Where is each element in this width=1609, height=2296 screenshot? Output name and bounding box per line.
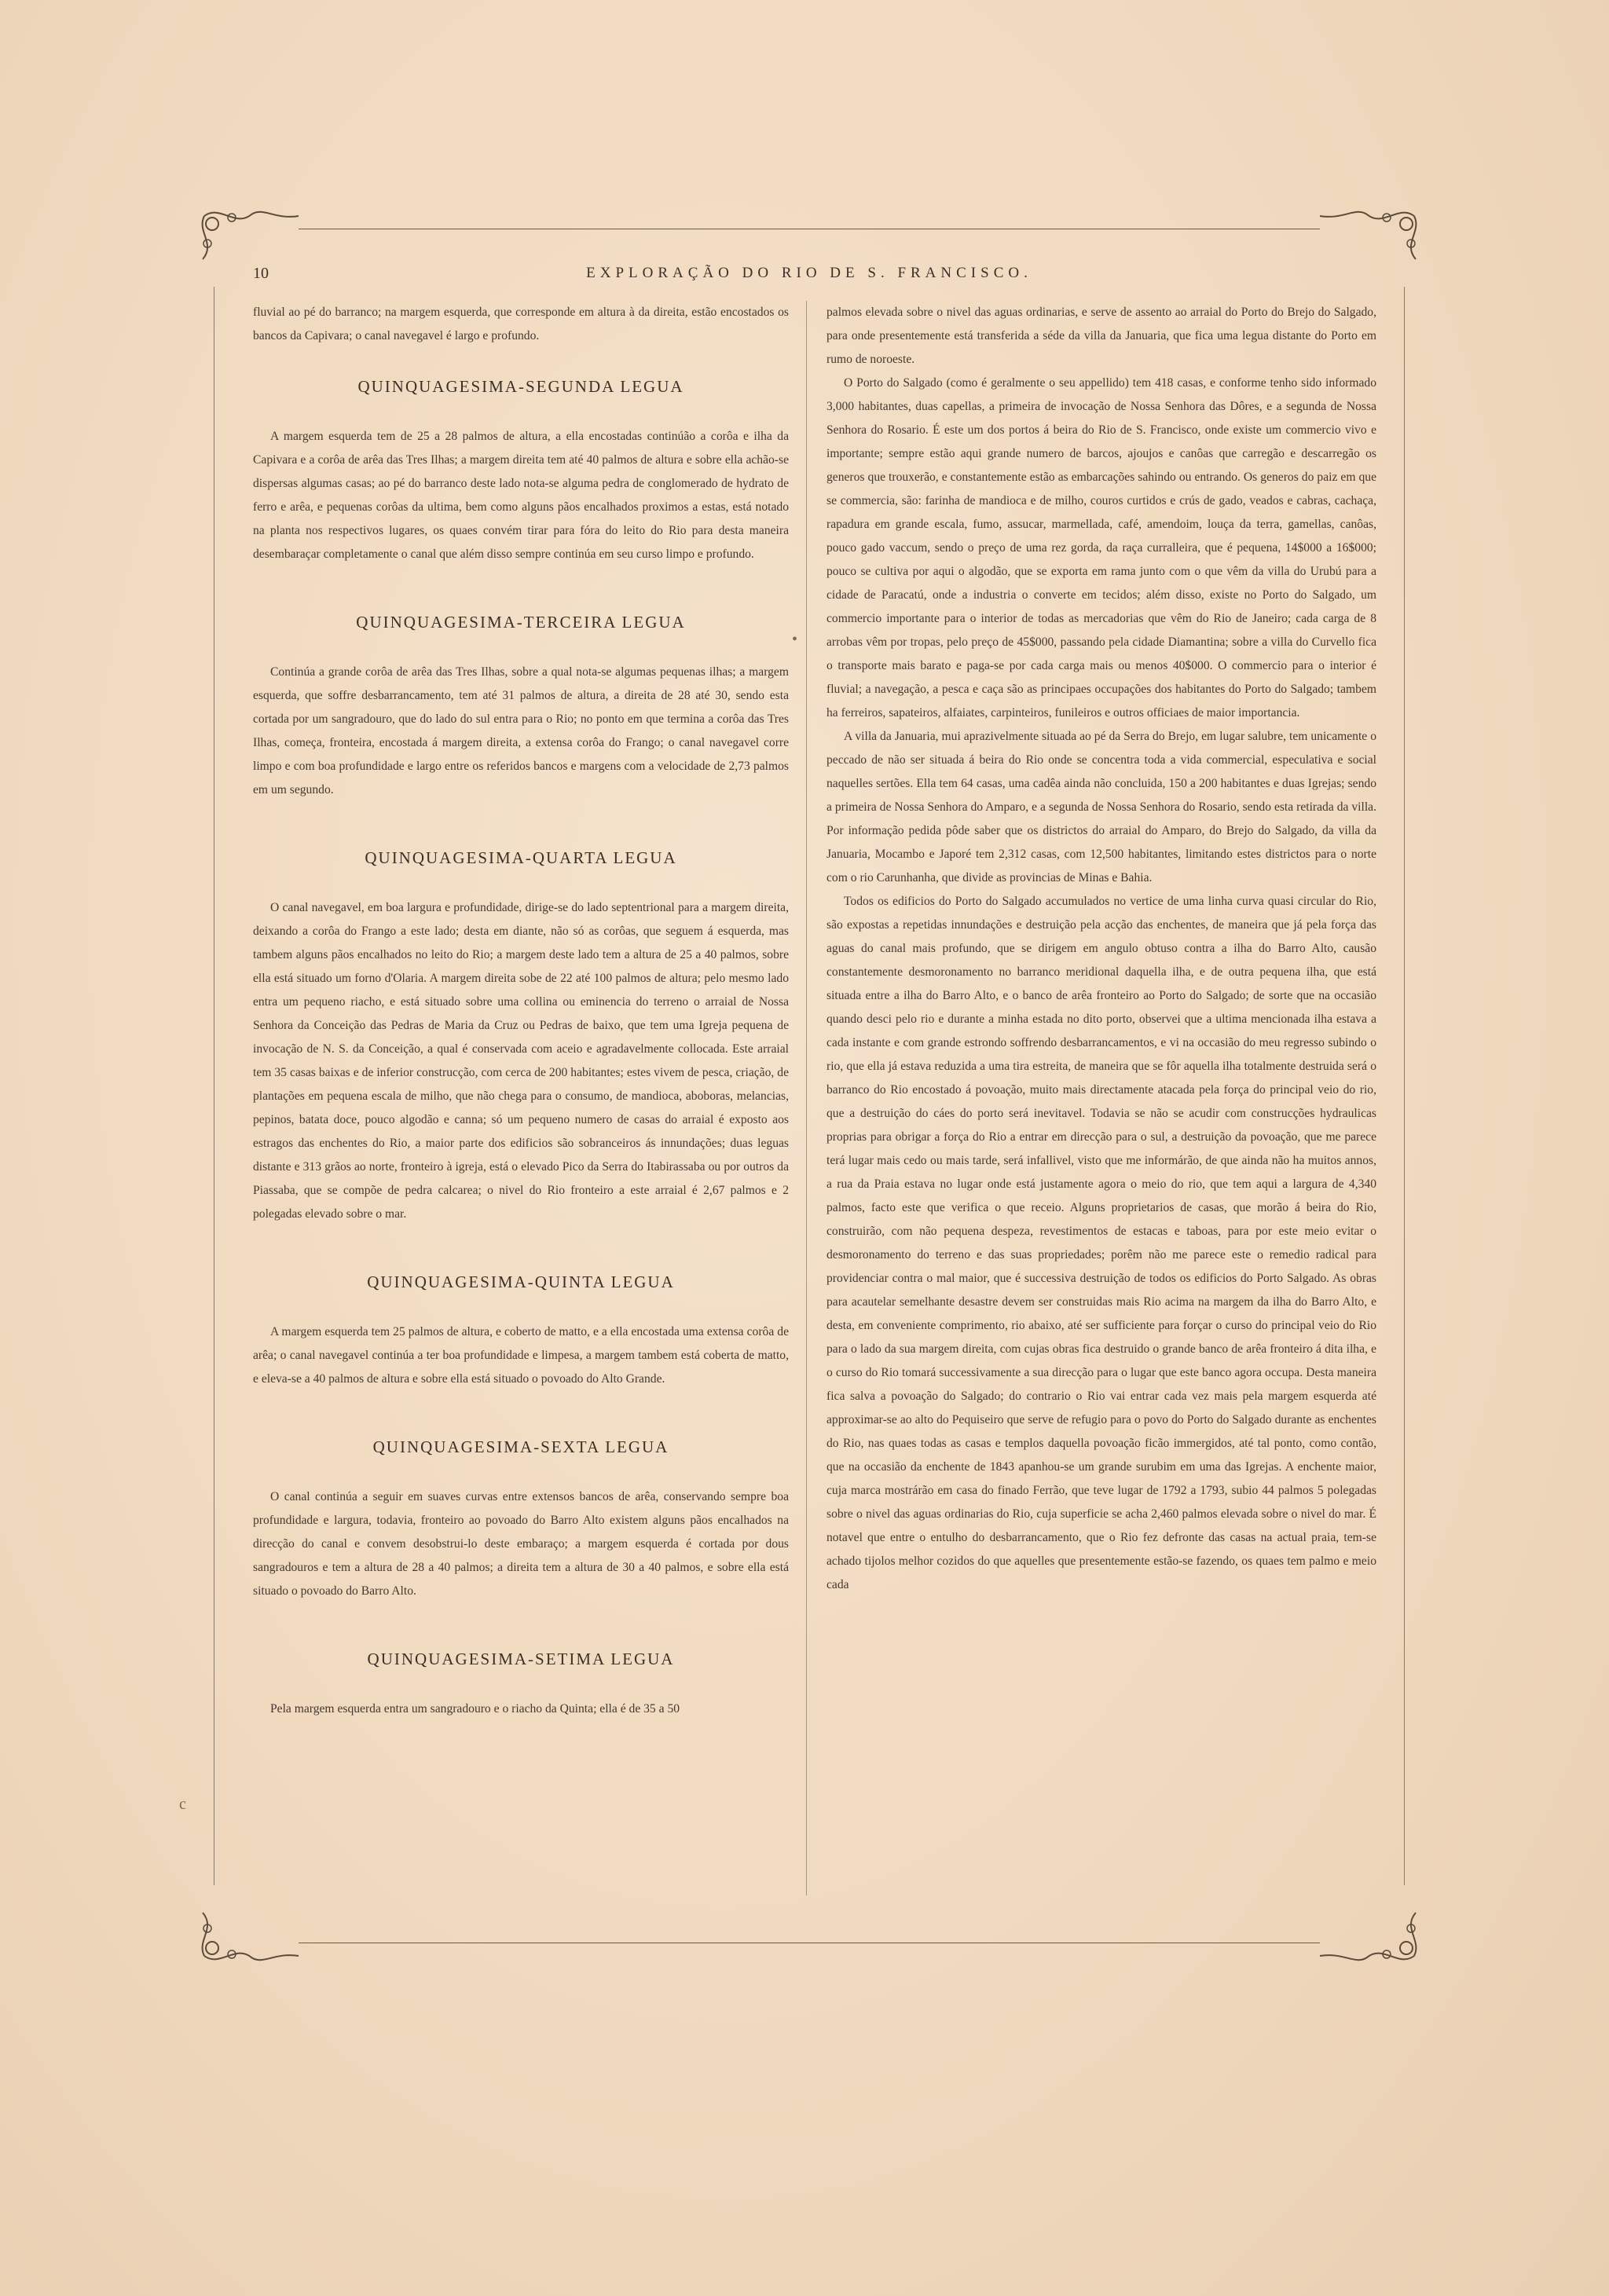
margin-bullet: • xyxy=(792,631,798,648)
right-rule xyxy=(1404,287,1405,1885)
section-heading: QUINQUAGESIMA-QUINTA LEGUA xyxy=(367,1273,675,1291)
section-paragraph: A margem esquerda tem de 25 a 28 palmos de altura, a ella encostadas continúão a corôa e ilha da Capivara e a corôa de arêa das Tres Ilhas; a margem direita tem até 40 palmos de altura e sobre ella achão-se dispersas algumas casas; ao pé do barranco deste lado nota-se alguma pedra de conglomerado de hydrato de ferro e arêa, e pequenas corôas da ultima, bem como alguns pãos encalhados proximos a estas, está notado na planta nos respectivos lugares, os quaes convém tirar para fóra do leito do Rio para desta maneira desembaraçar completamente o canal que além disso sempre continúa em seu curso limpo e profundo. xyxy=(253,430,789,561)
section-heading: QUINQUAGESIMA-TERCEIRA LEGUA xyxy=(356,613,686,632)
right-column xyxy=(826,301,1376,1597)
body-paragraph: O Porto do Salgado (como é geralmente o seu appellido) tem 418 casas, e conforme tenho sido informado 3,000 habitantes, duas capellas, a primeira de invocação de Nossa Senhora das Dôres, e a segunda de Nossa Senhora do Rosario. É este um dos portos á beira do Rio de S. Francisco, onde existe um commercio vivo e importante; sempre estão aqui grande numero de barcos, ajoujos e canôas que carregão e descarregão os generos que trouxerão, e constantemente estão as embarcações sahindo ou entrando. Os generos do paiz em que se commercia, são: farinha de mandioca e de milho, couros curtidos e crús de gado, veados e cabras, cachaça, rapadura em grande escala, fumo, assucar, marmellada, café, amendoim, louça da terra, gamellas, canôas, pouco gado vaccum, sendo o preço de uma rez gorda, da raça curralleira, que é pequena, 14$000 a 16$000; pouco se cultiva por aqui o algodão, que se exporta em rama junto com o que vêm da villa do Urubú para a cidade de Paracatú, onde a industria o converte em tecidos; além disso, existe no Porto do Salgado, um commercio importante para o interior de todas as mercadorias que vêm do Rio de Janeiro; cada carga de 8 arrobas vêm por tropas, pelo preço de 45$000, passando pela cidade Diamantina; sobre a villa do Curvello fica o transporte mais barato e paga-se por cada carga mais ou menos 40$000. O commercio para o interior é fluvial; a navegação, a pesca e caça são as principaes occupações dos habitantes do Porto do Salgado; tambem ha ferreiros, sapateiros, alfaiates, carpinteiros, funileiros e outros officiaes de maior importancia. xyxy=(826,376,1376,720)
section-paragraph: O canal continúa a seguir em suaves curvas entre extensos bancos de arêa, conservando sempre boa profundidade e largura, todavia, fronteiro ao povoado do Barro Alto existem alguns pãos encalhados na direcção do canal e convem desobstrui-lo deste embaraço; a margem esquerda é cortada por dous sangradouros e tem a altura de 28 a 40 palmos; a direita tem a altura de 30 a 40 palmos, e sobre ella está situado o povoado do Barro Alto. xyxy=(253,1490,789,1598)
margin-mark: c xyxy=(179,1796,186,1813)
left-column xyxy=(253,301,789,1721)
section-paragraph: Pela margem esquerda entra um sangradouro e o riacho da Quinta; ella é de 35 a 50 xyxy=(270,1702,680,1716)
section-paragraph: Continúa a grande corôa de arêa das Tres Ilhas, sobre a qual nota-se algumas pequenas ilhas; a margem esquerda, que soffre desbarrancamento, tem até 31 palmos de altura, a direita de 28 até 30, sendo esta cortada por um sangradouro, que do lado do sul entra para o Rio; no ponto em que termina a corôa das Tres Ilhas, começa, fronteira, encostada á margem direita, a extensa corôa do Frango; o canal navegavel corre limpo e com boa profundidade e largo entre os referidos bancos e margens com a velocidade de 2,73 palmos em um segundo. xyxy=(253,665,789,796)
body-paragraph: A villa da Januaria, mui aprazivelmente situada ao pé da Serra do Brejo, em lugar salubre, tem unicamente o peccado de não ser situada á beira do Rio onde se concentra toda a vida commercial, especulativa e social naquelles sertões. Ella tem 64 casas, uma cadêa ainda não concluida, 150 a 200 habitantes e duas Igrejas; sendo a primeira de Nossa Senhora do Amparo, e a segunda de Nossa Senhora do Rosario, sendo esta retirada da villa. Por informação pedida pôde saber que os districtos do arraial do Amparo, do Brejo do Salgado, da villa da Januaria, Mocambo e Japoré tem 2,312 casas, com 12,500 habitantes, limitando estes districtos para o norte com o rio Carunhanha, que divide as provincias de Minas e Bahia. xyxy=(826,730,1376,884)
section-heading: QUINQUAGESIMA-SETIMA LEGUA xyxy=(367,1650,675,1668)
body-paragraph: palmos elevada sobre o nivel das aguas ordinarias, e serve de assento ao arraial do Porto do Brejo do Salgado, para onde presentemente está transferida a séde da villa da Januaria, que fica uma legua distante do Porto em rumo de noroeste. xyxy=(826,306,1376,366)
running-head: EXPLORAÇÃO DO RIO DE S. FRANCISCO. xyxy=(586,265,1032,281)
section-paragraph: A margem esquerda tem 25 palmos de altura, e coberto de matto, e a ella encostada uma extensa corôa de arêa; o canal navegavel continúa a ter boa profundidade e limpesa, a margem tambem está coberta de matto, e eleva-se a 40 palmos de altura e sobre ella está situado o povoado do Alto Grande. xyxy=(253,1325,789,1386)
corner-ornament-icon xyxy=(189,200,306,271)
section-heading: QUINQUAGESIMA-SEGUNDA LEGUA xyxy=(357,377,684,396)
page-number: 10 xyxy=(253,265,269,282)
corner-ornament-icon xyxy=(1312,1901,1430,1972)
section-heading: QUINQUAGESIMA-SEXTA LEGUA xyxy=(372,1437,669,1456)
page-frame xyxy=(204,216,1414,1956)
column-divider xyxy=(806,301,807,1895)
section-heading: QUINQUAGESIMA-QUARTA LEGUA xyxy=(365,848,677,867)
intro-paragraph: fluvial ao pé do barranco; na margem esquerda, que corresponde em altura à da direita, estão encostados os bancos da Capivara; o canal navegavel é largo e profundo. xyxy=(253,306,789,342)
corner-ornament-icon xyxy=(1312,200,1430,271)
body-paragraph: Todos os edificios do Porto do Salgado accumulados no vertice de uma linha curva quasi circular do Rio, são expostas a repetidas innundações e destruição pela acção das enchentes, de maneira que já pela força das aguas do canal mais profundo, que se dirigem em angulo obtuso contra a ilha do Barro Alto, causão constantemente desmoronamento no barranco meridional daquella ilha, e de outra pequena ilha, que está situada entre a ilha do Barro Alto, e o banco de arêa fronteiro ao Porto do Salgado; de sorte que na occasião quando desci pelo rio e durante a minha estada no dito porto, observei que a ultima mencionada ilha estava a cada instante e com grande estrondo soffrendo desbarrancamentos, e vi na occasião do meu regresso subindo o rio, que ella já estava reduzida a uma tira estreita, de maneira que se fôr aquella ilha totalmente destruida será o barranco do Rio encostado á povoação, muito mais directamente atacada pela força do principal veio do rio, que a destruição do cáes do porto será inevitavel. Todavia se não se acudir com construcções hydraulicas proprias para obrigar a força do Rio a entrar em direcção para o sul, a destruição da povoação, que me parece terá lugar mais cedo ou mais tarde, será infallivel, visto que me informárão, de que ainda não ha muitos annos, a rua da Praia estava no lugar onde está justamente agora o meio do rio, que tem aqui a largura de 4,340 palmos, facto este que verifica o que receio. Alguns proprietarios de casas, que morão á beira do Rio, construirão, com não pequena despeza, revestimentos de estacas e taboas, para por este meio evitar o desmoronamento do terreno e das suas propriedades; porêm não me parece este o remedio radical para providenciar contra o mal maior, que é successiva destruição de todos os edificios do Porto Salgado. As obras para acautelar semelhante desastre devem ser construidas mais Rio acima na margem da ilha do Barro Alto, e desta, em conveniente comprimento, rio abaixo, até ser sufficiente para forçar o curso do principal veio do Rio para o lado da sua margem direita, com cujas obras fica destruido o grande banco de arêa fronteiro á dita ilha, e o curso do Rio tomará successivamente a sua direcção para o lugar que este banco agora occupa. Desta maneira fica salva a povoação do Salgado; do contrario o Rio vai entrar cada vez mais pela margem esquerda até approximar-se ao alto do Pequiseiro que serve de refugio para o povo do Porto do Salgado durante as enchentes do Rio, nas quaes todas as casas e templos daquella povoação ficão immergidos, até tal ponto, como contão, que na occasião da enchente de 1843 apanhou-se um grande surubim em uma das Igrejas. A enchente maior, cuja marca mostrárão em casa do finado Ferrão, que teve lugar de 1792 a 1793, subio 44 palmos 5 polegadas sobre o nivel das aguas ordinarias do Rio, cuja superficie se acha 2,460 palmos elevada sobre o nivel do mar. É notavel que entre o entulho do desbarrancamento, que o Rio fez defronte das casas na actual praia, tem-se achado tijolos melhor cozidos do que aquelles que presentemente estão-se fazendo, os quaes tem palmo e meio cada xyxy=(826,895,1376,1591)
section-paragraph: O canal navegavel, em boa largura e profundidade, dirige-se do lado septentrional para a margem direita, deixando a corôa do Frango a este lado; desta em diante, não só as corôas, que seguem á esquerda, mas tambem alguns pãos encalhados no leito do Rio; a margem deste lado tem a altura de 25 a 40 palmos, sobre ella está situado um forno d'Olaria. A margem direita sobe de 22 até 100 palmos de altura; pelo mesmo lado entra um pequeno riacho, e está situado sobre uma collina ou eminencia do terreno o arraial de Nossa Senhora da Conceição das Pedras de Maria da Cruz ou Pedras de baixo, que tem uma Igreja pequena de invocação de N. S. da Conceição, a qual é conservada com aceio e agradavelmente collocada. Este arraial tem 35 casas baixas e de inferior construcção, com cerca de 200 habitantes; estes vivem de pesca, criação, de plantações em pequena escala de milho, que não chega para o consumo, de mandioca, aboboras, melancias, pepinos, batata doce, pouco algodão e canna; só um pequeno numero de casas do arraial é exposto aos estragos das enchentes do Rio, a maior parte dos edificios são sobranceiros ás innundações; duas leguas distante e 313 grãos ao norte, fronteiro à igreja, está o elevado Pico da Serra do Itabirassaba ou por outros da Piassaba, que se compõe de pedra calcarea; o nivel do Rio fronteiro a este arraial é 2,67 palmos e 2 polegadas elevado sobre o mar. xyxy=(253,901,789,1221)
corner-ornament-icon xyxy=(189,1901,306,1972)
